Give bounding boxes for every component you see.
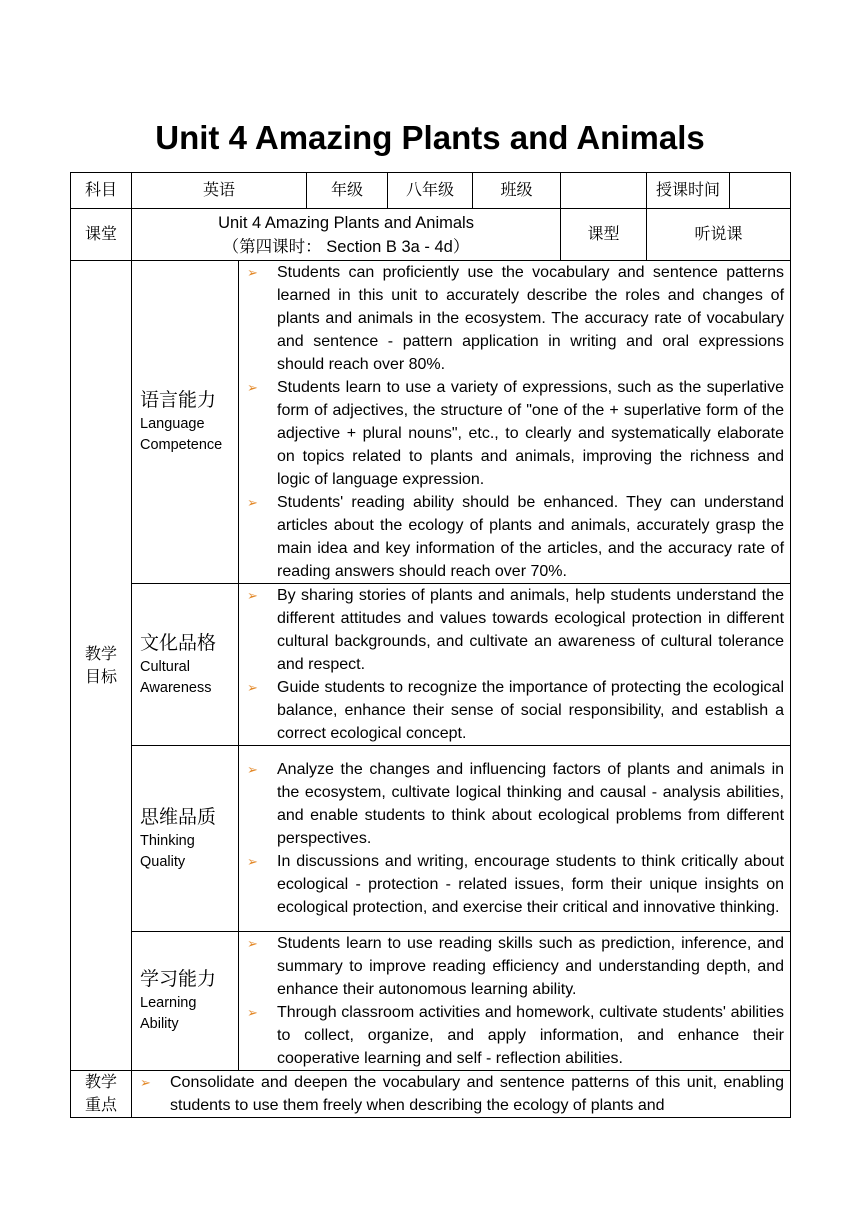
objective-list-thinking — [239, 746, 791, 932]
list-item: ➢ Students learn to use a variety of expressions, such as the superlative form of adjectives, the structure of "one of the + superlative form of the adjective + plural nouns", etc., to clearly and systematically elaborate on topics related to plants and animals, improving the richness and logic of language expression. — [247, 376, 784, 491]
category-en2: Ability — [140, 1016, 179, 1032]
document-title: Unit 4 Amazing Plants and Animals — [155, 119, 705, 156]
arrow-bullet-icon: ➢ — [247, 495, 258, 510]
list-item: ➢ In discussions and writing, encourage students to think critically about ecological - protection - related issues, form their unique insights on ecological protection, and exercise their critical and innovative thinking. — [247, 850, 784, 919]
list-item: ➢ Through classroom activities and homework, cultivate students' abilities to collect, organize, and apply information, and enhance their cooperative learning and self - reflection abilities. — [247, 1001, 784, 1070]
objective-category-language — [132, 261, 239, 584]
arrow-bullet-icon: ➢ — [247, 762, 258, 777]
arrow-bullet-icon: ➢ — [247, 936, 258, 951]
arrow-bullet-icon: ➢ — [247, 1005, 258, 1020]
lesson-plan-table — [70, 172, 791, 1118]
list-item: ➢ Students learn to use reading skills such as prediction, inference, and summary to improve reading efficiency and understanding depth, and enhance their autonomous learning ability. — [247, 932, 784, 1001]
arrow-bullet-icon: ➢ — [247, 265, 258, 280]
header-row — [71, 173, 791, 209]
objective-list-language — [239, 261, 791, 584]
arrow-bullet-icon: ➢ — [247, 380, 258, 395]
lesson-label: 课堂 — [71, 209, 132, 261]
grade-value: 八年级 — [388, 173, 473, 209]
class-label: 班级 — [473, 173, 561, 209]
category-en2: Quality — [140, 853, 186, 870]
category-zh: 文化品格 — [140, 632, 217, 654]
subject-value: 英语 — [132, 173, 307, 209]
list-item: ➢ By sharing stories of plants and animals, help students understand the different attitudes and values towards ecological protection in different cultural backgrounds, and cultivate an awareness of cultural tolerance and respect. — [247, 584, 784, 676]
category-en1: Learning — [140, 995, 197, 1011]
objective-row-thinking — [71, 746, 791, 932]
category-zh: 语言能力 — [140, 390, 217, 411]
list-item: ➢ Students' reading ability should be enhanced. They can understand articles about the ecology of plants and animals, accurately grasp the main idea and key information of the articles, and the accuracy rate of reading answers should reach over 70%. — [247, 491, 784, 583]
key-points-list — [132, 1071, 791, 1118]
list-item: ➢ Students can proficiently use the vocabulary and sentence patterns learned in this unit to accurately describe the roles and changes of plants and animals in the ecosystem. The accuracy rate of vocabulary and sentence - pattern application in writing and oral expressions should reach over 80%. — [247, 261, 784, 376]
category-en1: Thinking — [140, 832, 195, 849]
category-en2: Competence — [140, 437, 223, 453]
subject-label: 科目 — [71, 173, 132, 209]
objective-list-learning — [239, 932, 791, 1071]
list-item: ➢ Consolidate and deepen the vocabulary and sentence patterns of this unit, enabling students to use them freely when describing the ecology of plants and — [140, 1071, 784, 1117]
class-value — [561, 173, 647, 209]
objective-row-learning — [71, 932, 791, 1071]
time-label: 授课时间 — [647, 173, 730, 209]
key-points-label-line1: 教学 — [84, 1074, 117, 1091]
key-points-label-line2: 重点 — [84, 1097, 117, 1114]
objective-category-culture — [132, 584, 239, 746]
objectives-label-line1: 教学 — [84, 645, 117, 663]
objectives-label — [71, 261, 132, 1071]
lesson-title-cell — [132, 209, 561, 261]
objective-row-language — [71, 261, 791, 584]
lesson-row — [71, 209, 791, 261]
list-item: ➢ Guide students to recognize the importance of protecting the ecological balance, enhance their sense of social responsibility, and establish a correct ecological concept. — [247, 676, 784, 745]
key-points-row — [71, 1071, 791, 1118]
category-en1: Cultural — [140, 658, 190, 675]
objective-row-culture — [71, 584, 791, 746]
category-en2: Awareness — [140, 679, 212, 696]
lesson-period: （第四课时： Section B 3a - 4d） — [222, 237, 470, 256]
list-item: ➢ Analyze the changes and influencing factors of plants and animals in the ecosystem, cultivate logical thinking and causal - analysis abilities, and enable students to think about ecological problems from different perspectives. — [247, 758, 784, 850]
time-value — [730, 173, 791, 209]
lesson-title: Unit 4 Amazing Plants and Animals — [218, 213, 474, 232]
objective-category-thinking — [132, 746, 239, 932]
key-points-label — [71, 1071, 132, 1118]
type-label: 课型 — [561, 209, 647, 261]
category-en1: Language — [140, 416, 205, 432]
type-value: 听说课 — [647, 209, 791, 261]
category-zh: 思维品质 — [140, 806, 217, 828]
grade-label: 年级 — [307, 173, 388, 209]
objective-list-culture — [239, 584, 791, 746]
objective-category-learning — [132, 932, 239, 1071]
arrow-bullet-icon: ➢ — [140, 1075, 151, 1090]
category-zh: 学习能力 — [140, 969, 217, 990]
arrow-bullet-icon: ➢ — [247, 588, 258, 603]
arrow-bullet-icon: ➢ — [247, 680, 258, 695]
objectives-label-line2: 目标 — [84, 668, 117, 686]
arrow-bullet-icon: ➢ — [247, 854, 258, 869]
